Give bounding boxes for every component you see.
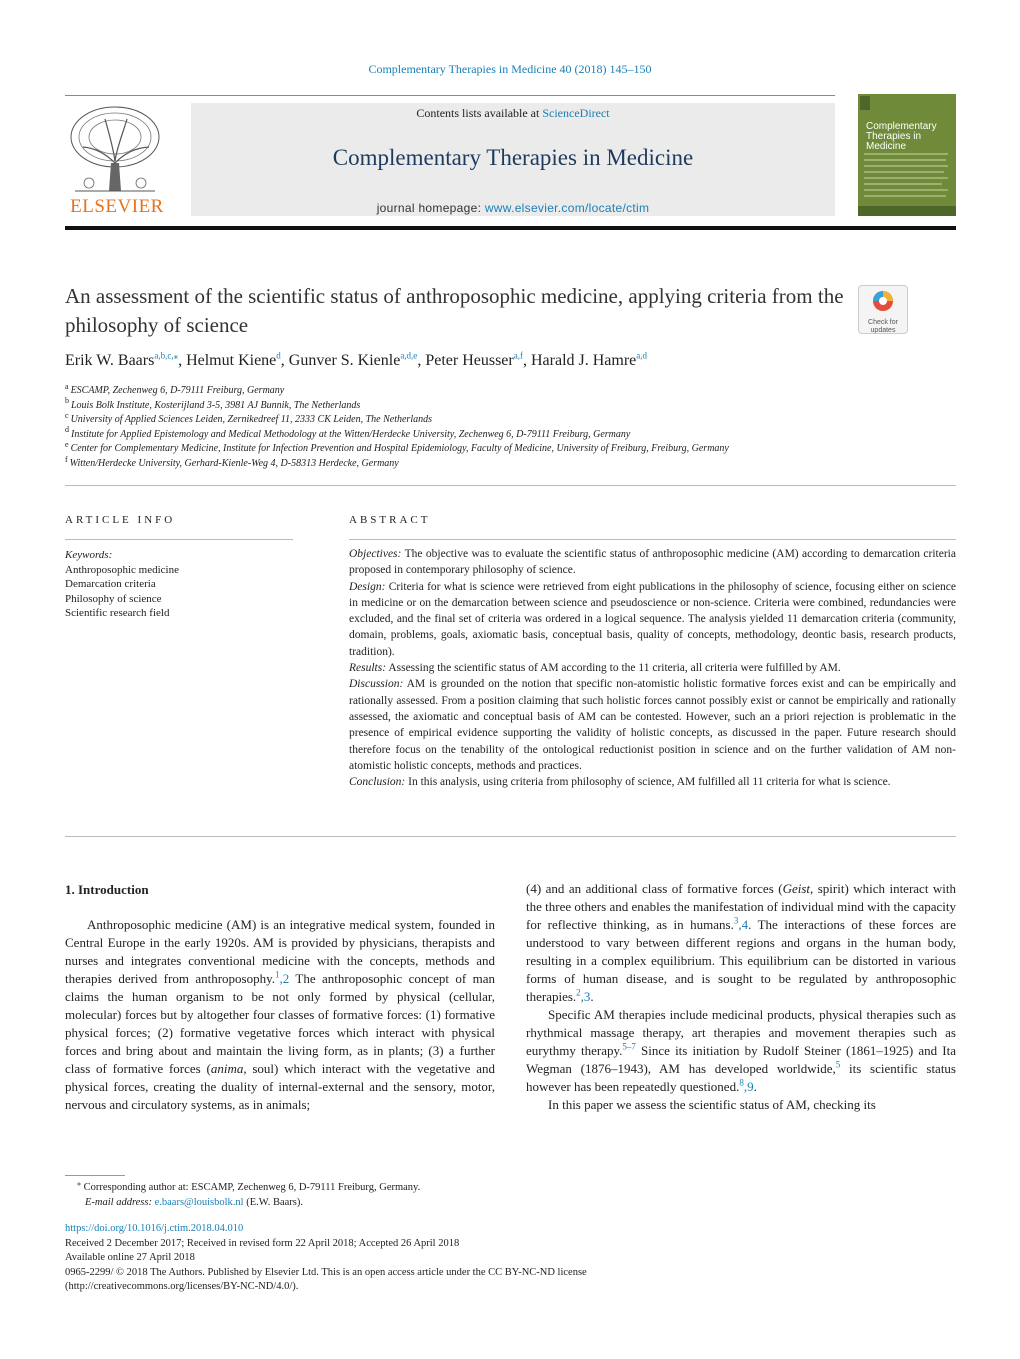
affiliation: $^f$ Witten/Herdecke University, Gerhard-Kienle-Weg 4, D-58313 Herdecke, Germany <box>65 454 399 469</box>
license-statement: 0965-2299/ © 2018 The Authors. Published by Elsevier Ltd. This is an open access article under the CC BY-NC-ND license <box>65 1266 587 1278</box>
doi-link[interactable]: https://doi.org/10.1016/j.ctim.2018.04.010 <box>65 1223 244 1234</box>
affiliations <box>65 381 925 472</box>
abstract-discussion: Discussion: AM is grounded on the notion that specific non-atomistic holistic formative forces exist and can be empirically and rationally assessed. From a position claiming that such holistic forces cannot possibly exist or cannot be empirically and rationally assessed, the axiomatic and conceptual basis of AM can be contested. However, such an a priori rejection is problematic in the presence of empirical evidence supporting the validity of holistic concepts, as discussed in the paper. Future research should therefore focus on the tenability of the ontological reductionist position in science and on the further validation of AM non-atomistic holistic concepts, methods and practices. <box>349 678 956 772</box>
affiliation: $^e$ Center for Complementary Medicine, Institute for Infection Prevention and Hospital Epidemiology, Faculty of Medicine, University of Freiburg, Freiburg, Germany <box>65 440 729 455</box>
article-info-rule <box>65 539 293 540</box>
abstract-conclusion: Conclusion: In this analysis, using criteria from philosophy of science, AM fulfilled all 11 criteria for what is science. <box>349 776 891 789</box>
journal-homepage <box>191 201 835 215</box>
author-affil-marks[interactable]: a,b,c,⁎ <box>154 350 179 361</box>
citation-ref[interactable]: 1 <box>275 969 280 980</box>
abstract-heading: ABSTRACT <box>349 514 431 526</box>
contents-line <box>191 106 835 121</box>
keywords-block <box>65 548 305 621</box>
homepage-prefix: journal homepage: <box>376 201 485 215</box>
affiliation: $^c$ University of Applied Sciences Leiden, Zernikedreef 11, 2333 CK Leiden, The Netherlands <box>65 410 432 426</box>
publisher-wordmark: ELSEVIER <box>70 196 164 217</box>
abstract-objectives: Objectives: The objective was to evaluate the scientific status of anthroposophic medicine (AM) according to demarcation criteria proposed in contemporary philosophy of science. <box>349 548 956 577</box>
publication-info <box>65 1222 587 1295</box>
body-paragraph: Anthroposophic medicine (AM) is an integrative medical system, founded in Central Europe in the early 1920s. AM is provided by physicians, therapists and nurses and integrates conventional medicine with the concepts, methods and therapies derived from anthroposophy.$^1$,2 The anthroposophic concept of man claims the human organism to be not only formed by physical (cellular, molecular) forces but by altogether four classes of formative forces: (1) formative physical forces; (2) formative vegetative forces which interact with physical forces and bring about and maintain the living form, as in plants; (3) a further class of formative forces (anima, soul) which interact with the vegetative and physical forces, creating the duality of internal-external and the sensory, motor, nervous and circulatory systems, as in animals; <box>65 917 495 1112</box>
email-note: E-mail address: e.baars@louisbolk.nl (E.W. Baars). <box>85 1197 303 1208</box>
body-paragraph: Specific AM therapies include medicinal products, physical therapies such as rhythmical massage therapy, art therapies and movement therapies such as eurythmy therapy.$^{5-7}$ Since its initiation by Rudolf Steiner (1861–1925) and Ita Wegman (1876–1943), AM has developed worldwide,$^5$ its scientific status however has been repeatedly questioned.$^8$,9. <box>526 1007 956 1094</box>
article-title: An assessment of the scientific status of anthroposophic medicine, applying criteria from the philosophy of science <box>65 284 844 337</box>
affiliation: $^a$ ESCAMP, Zechenweg 6, D-79111 Freiburg, Germany <box>65 381 285 396</box>
citation-ref[interactable]: 4 <box>741 917 749 932</box>
footnotes <box>65 1180 420 1210</box>
article-info-heading: ARTICLE INFO <box>65 514 176 526</box>
cover-title: Complementary Therapies in Medicine <box>866 121 937 152</box>
section-heading-introduction: 1. Introduction <box>65 882 149 897</box>
received-dates: Received 2 December 2017; Received in revised form 22 April 2018; Accepted 26 April 2018 <box>65 1237 460 1249</box>
body-paragraph: In this paper we assess the scientific status of AM, checking its <box>548 1097 876 1112</box>
citation-ref[interactable]: 2 <box>576 987 581 998</box>
citation-ref[interactable]: 3 <box>583 989 591 1004</box>
available-online: Available online 27 April 2018 <box>65 1252 195 1263</box>
author-name[interactable]: Peter Heusser <box>425 352 514 369</box>
license-url[interactable]: (http://creativecommons.org/licenses/BY-NC-ND/4.0/). <box>65 1281 299 1292</box>
citation-ref[interactable]: 5 <box>835 1059 841 1070</box>
check-updates-label: Check for updates <box>868 319 898 334</box>
abstract-rule <box>349 539 956 540</box>
author-name[interactable]: Gunver S. Kienle <box>288 352 401 369</box>
citation-ref[interactable]: 8 <box>739 1077 744 1088</box>
keyword: Philosophy of science <box>65 592 162 605</box>
contents-prefix: Contents lists available at <box>416 106 543 120</box>
keywords-label: Keywords: <box>65 549 113 561</box>
author-name[interactable]: Harald J. Hamre <box>530 352 637 369</box>
body-left-column <box>65 916 495 1114</box>
abstract-end-rule <box>65 836 956 837</box>
email-link[interactable]: e.baars@louisbolk.nl <box>154 1197 244 1208</box>
affiliation: $^d$ Institute for Applied Epistemology and Medical Methodology at the Witten/Herdecke University, Zechenweg 6, D-79111 Freiburg, Germany <box>65 425 631 440</box>
body-paragraph: (4) and an additional class of formative forces (Geist, spirit) which interact with the three others and enables the manifestation of individual mind with the capacity for reflective thinking, as in humans.$^3$,4. The interactions of these forces are understood to vary between different regions and organs in the human body, resulting in a complex equilibrium. This equilibrium can be distorted in various forms of human disease, and is sought to be regulated by anthroposophic therapies.$^2$,3. <box>526 881 956 1004</box>
check-for-updates-badge[interactable] <box>858 285 908 334</box>
journal-cover-thumbnail[interactable] <box>858 94 956 216</box>
abstract-body <box>349 546 956 790</box>
citation-ref[interactable]: 3 <box>733 915 739 926</box>
author-list: Erik W. Baars$^{a,b,c,⁎}$, Helmut Kiene$^d$, Gunver S. Kienle$^{a,d,e}$, Peter Heusser$^{a,f}$, Harald J. Hamre$^{a,d}$ <box>65 350 648 369</box>
body-right-column <box>526 880 956 1114</box>
crossmark-icon <box>859 286 907 314</box>
section-rule <box>65 485 956 486</box>
journal-title: Complementary Therapies in Medicine <box>332 145 694 170</box>
homepage-link[interactable]: www.elsevier.com/locate/ctim <box>484 201 650 215</box>
abstract-design: Design: Criteria for what is science were retrieved from eight publications in the philosophy of science, focusing either on science in medicine or on the demarcation between science and pseudoscience or non-science. Criteria were combined, redundancies were excluded, and the final set of criteria was ordered in a logical sequence. The analysis yielded 11 demarcation criteria (community, domain, problems, goals, axiomatic basis, conceptual basis, quality of concepts, methodology, deontic basis, research products, tradition). <box>349 580 957 658</box>
corresponding-author-note: ⁎ Corresponding author at: ESCAMP, Zechenweg 6, D-79111 Freiburg, Germany. <box>77 1178 421 1193</box>
citation-ref[interactable]: 5–7 <box>622 1041 636 1052</box>
affiliation: $^b$ Louis Bolk Institute, Kosterijland 3-5, 3981 AJ Bunnik, The Netherlands <box>65 396 361 411</box>
author-affil-marks[interactable]: d <box>276 350 281 361</box>
author-affil-marks[interactable]: a,f <box>513 350 523 361</box>
keyword: Anthroposophic medicine <box>65 563 179 576</box>
author-name[interactable]: Erik W. Baars <box>65 352 155 369</box>
keyword: Demarcation criteria <box>65 578 156 591</box>
header-thick-rule <box>65 226 956 230</box>
author-affil-marks[interactable]: a,d <box>636 350 648 361</box>
abstract-results: Results: Assessing the scientific status of AM according to the 11 criteria, all criteria were fulfilled by AM. <box>349 662 841 675</box>
author-name[interactable]: Helmut Kiene <box>186 352 277 369</box>
footnote-rule <box>65 1175 125 1176</box>
sciencedirect-link[interactable]: ScienceDirect <box>542 106 610 120</box>
author-affil-marks[interactable]: a,d,e <box>400 350 418 361</box>
header-rule <box>65 95 835 96</box>
journal-citation[interactable]: Complementary Therapies in Medicine 40 (2018) 145–150 <box>368 62 652 76</box>
citation-ref[interactable]: 9 <box>747 1079 754 1094</box>
keyword: Scientific research field <box>65 607 170 620</box>
citation-ref[interactable]: 2 <box>282 971 290 986</box>
